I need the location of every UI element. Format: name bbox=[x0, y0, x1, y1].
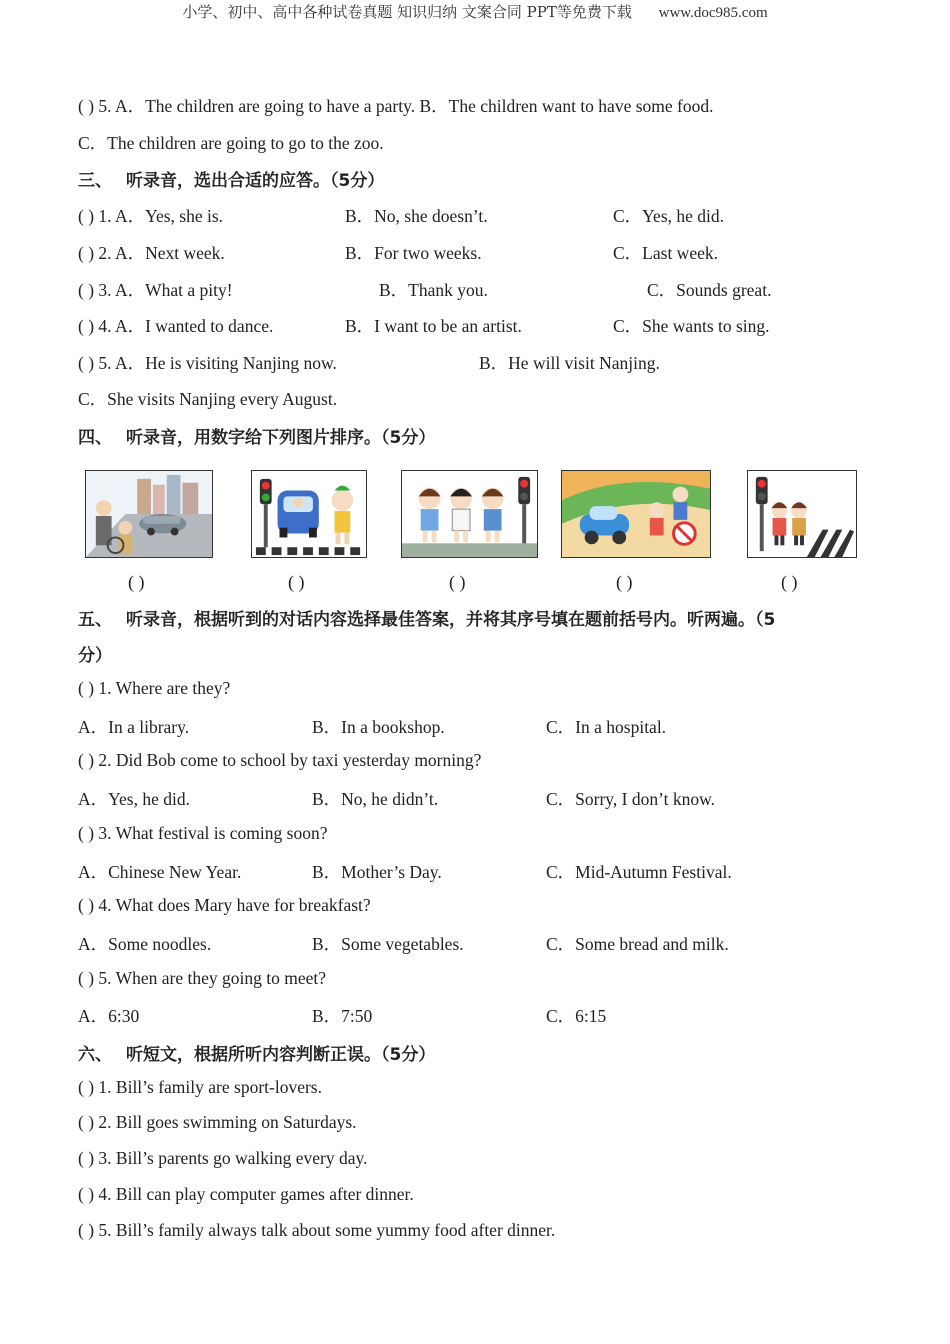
s6-item-2: ( ) 2. Bill goes swimming on Saturdays. bbox=[78, 1112, 357, 1132]
s6-item-4: ( ) 4. Bill can play computer games after dinner. bbox=[78, 1184, 414, 1204]
s3-q1-stem: ( ) 1. A．Yes, she is. bbox=[78, 206, 224, 226]
section-5-number: 五、 bbox=[78, 610, 112, 630]
section-5-title: 听录音，根据听到的对话内容选择最佳答案，并将其序号填在题前括号内。听两遍。（5 bbox=[126, 610, 776, 630]
section-3-title: 听录音，选出合适的应答。（5分） bbox=[126, 171, 385, 191]
section-6-title: 听短文，根据所听内容判断正误。（5分） bbox=[126, 1045, 436, 1065]
section-4-number: 四、 bbox=[78, 428, 112, 448]
section-6-heading bbox=[78, 1040, 435, 1065]
s3-q5-option-c: C．She visits Nanjing every August. bbox=[78, 389, 338, 409]
picture-4-blank[interactable]: ( ) bbox=[616, 572, 633, 592]
part2-q5-option-c: C．The children are going to go to the zoo. bbox=[78, 133, 384, 153]
s5-q5-stem: ( ) 5. When are they going to meet? bbox=[78, 968, 326, 988]
s5-q1-option-c: C．In a hospital. bbox=[546, 717, 667, 737]
s3-q2-stem: ( ) 2. A．Next week. bbox=[78, 243, 225, 263]
s5-q1-option-b: B．In a bookshop. bbox=[312, 717, 445, 737]
s6-item-3: ( ) 3. Bill’s parents go walking every day. bbox=[78, 1148, 368, 1168]
section-3-heading bbox=[78, 166, 384, 191]
s5-q5-option-b: B．7:50 bbox=[312, 1006, 373, 1026]
picture-5-blank[interactable]: ( ) bbox=[781, 572, 798, 592]
s5-q5-option-c: C．6:15 bbox=[546, 1006, 607, 1026]
s3-q3-stem: ( ) 3. A．What a pity! bbox=[78, 280, 233, 300]
section-4-title: 听录音，用数字给下列图片排序。（5分） bbox=[126, 428, 436, 448]
section-3-number: 三、 bbox=[78, 171, 112, 191]
car-crosswalk-image bbox=[251, 470, 367, 558]
s5-q4-option-c: C．Some bread and milk. bbox=[546, 934, 729, 954]
s5-q1-option-a: A．In a library. bbox=[78, 717, 190, 737]
children-red-light-image bbox=[747, 470, 857, 558]
s3-q3-option-c: C．Sounds great. bbox=[647, 280, 772, 300]
s3-q4-stem: ( ) 4. A．I wanted to dance. bbox=[78, 316, 274, 336]
s5-q4-option-b: B．Some vegetables. bbox=[312, 934, 464, 954]
header-url[interactable]: www.doc985.com bbox=[658, 5, 768, 21]
section-6-number: 六、 bbox=[78, 1045, 112, 1065]
s6-item-1: ( ) 1. Bill’s family are sport-lovers. bbox=[78, 1077, 322, 1097]
car-road-children-image bbox=[561, 470, 711, 558]
header-text: 小学、初中、高中各种试卷真题 知识归纳 文案合同 PPT等免费下载 bbox=[182, 3, 632, 21]
s3-q1-option-c: C．Yes, he did. bbox=[613, 206, 725, 226]
s5-q3-stem: ( ) 3. What festival is coming soon? bbox=[78, 823, 328, 843]
s3-q5-option-b: B．He will visit Nanjing. bbox=[479, 353, 660, 373]
picture-1-blank[interactable]: ( ) bbox=[128, 572, 145, 592]
section-5-heading-cont: 分） bbox=[78, 646, 112, 666]
s5-q4-stem: ( ) 4. What does Mary have for breakfast? bbox=[78, 895, 371, 915]
s3-q4-option-c: C．She wants to sing. bbox=[613, 316, 770, 336]
s3-q3-option-b: B．Thank you. bbox=[379, 280, 488, 300]
picture-3-blank[interactable]: ( ) bbox=[449, 572, 466, 592]
s5-q3-option-c: C．Mid-Autumn Festival. bbox=[546, 862, 732, 882]
s5-q3-option-a: A．Chinese New Year. bbox=[78, 862, 242, 882]
part2-q5: ( ) 5. A．The children are going to have a party. B．The children want to have some food. bbox=[78, 96, 714, 116]
section-4-heading bbox=[78, 423, 435, 448]
s3-q2-option-b: B．For two weeks. bbox=[345, 243, 482, 263]
s5-q2-option-a: A．Yes, he did. bbox=[78, 789, 190, 809]
s5-q3-option-b: B．Mother’s Day. bbox=[312, 862, 442, 882]
s5-q4-option-a: A．Some noodles. bbox=[78, 934, 212, 954]
section-5-heading bbox=[78, 605, 775, 630]
s5-q2-option-b: B．No, he didn’t. bbox=[312, 789, 439, 809]
s5-q5-option-a: A．6:30 bbox=[78, 1006, 140, 1026]
s3-q2-option-c: C．Last week. bbox=[613, 243, 718, 263]
s5-q2-stem: ( ) 2. Did Bob come to school by taxi yesterday morning? bbox=[78, 750, 482, 770]
s3-q1-option-b: B．No, she doesn’t. bbox=[345, 206, 488, 226]
s5-q1-stem: ( ) 1. Where are they? bbox=[78, 678, 231, 698]
s6-item-5: ( ) 5. Bill’s family always talk about some yummy food after dinner. bbox=[78, 1220, 556, 1240]
s3-q5-stem: ( ) 5. A．He is visiting Nanjing now. bbox=[78, 353, 337, 373]
page-header bbox=[0, 1, 950, 22]
street-scene-image bbox=[85, 470, 213, 558]
s5-q2-option-c: C．Sorry, I don’t know. bbox=[546, 789, 716, 809]
children-traffic-light-image bbox=[401, 470, 538, 558]
picture-2-blank[interactable]: ( ) bbox=[288, 572, 305, 592]
s3-q4-option-b: B．I want to be an artist. bbox=[345, 316, 522, 336]
